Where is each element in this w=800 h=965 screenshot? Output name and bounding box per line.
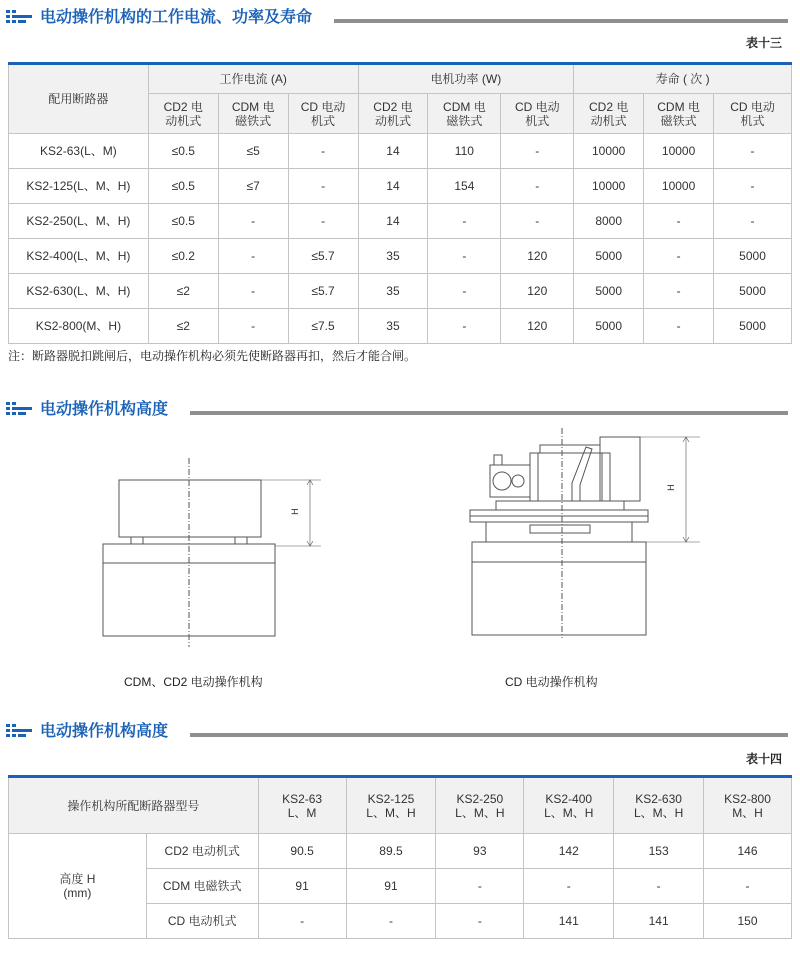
value-cell: 8000 — [574, 204, 644, 239]
subheader: CDM 电 磁铁式 — [644, 94, 714, 134]
model-header: 操作机构所配断路器型号 — [9, 777, 259, 834]
value-cell: - — [524, 869, 614, 904]
subheader: CDM 电 磁铁式 — [218, 94, 288, 134]
height-row-label: 高度 H (mm) — [9, 834, 147, 939]
group-header-life: 寿命 ( 次 ) — [574, 64, 792, 94]
value-cell: 142 — [524, 834, 614, 869]
breaker-model-cell: KS2-63(L、M) — [9, 134, 149, 169]
value-cell: - — [258, 904, 346, 939]
breaker-model-cell: KS2-800(M、H) — [9, 309, 149, 344]
value-cell: - — [644, 204, 714, 239]
value-cell: 10000 — [574, 169, 644, 204]
section-bullet-icon — [6, 723, 32, 741]
value-cell: - — [501, 169, 574, 204]
value-cell: 14 — [358, 204, 428, 239]
value-cell: 10000 — [644, 134, 714, 169]
subheader: CD2 电 动机式 — [574, 94, 644, 134]
value-cell: - — [288, 169, 358, 204]
table-row — [9, 204, 792, 239]
value-cell: - — [428, 309, 501, 344]
value-cell: - — [714, 134, 792, 169]
table-row — [9, 239, 792, 274]
value-cell: 91 — [346, 869, 436, 904]
table-label: 表十四 — [745, 752, 782, 766]
value-cell: - — [428, 204, 501, 239]
dim-label-h: H — [291, 508, 301, 515]
value-cell: ≤0.5 — [148, 169, 218, 204]
value-cell: 10000 — [574, 134, 644, 169]
value-cell: 35 — [358, 309, 428, 344]
height-table — [8, 775, 792, 939]
value-cell: ≤0.5 — [148, 204, 218, 239]
value-cell: 5000 — [714, 274, 792, 309]
breaker-model-cell: KS2-400(L、M、H) — [9, 239, 149, 274]
section-rule — [190, 411, 788, 415]
value-cell: 35 — [358, 274, 428, 309]
section-bullet-icon — [6, 9, 32, 27]
value-cell: 141 — [524, 904, 614, 939]
value-cell: 120 — [501, 309, 574, 344]
value-cell: 110 — [428, 134, 501, 169]
breaker-model-cell: KS2-250(L、M、H) — [9, 204, 149, 239]
value-cell: 153 — [614, 834, 704, 869]
model-column-header: KS2-250 L、M、H — [436, 777, 524, 834]
value-cell: - — [218, 239, 288, 274]
value-cell: 5000 — [714, 239, 792, 274]
current-power-life-table — [8, 62, 792, 344]
value-cell: 91 — [258, 869, 346, 904]
table-label: 表十三 — [745, 36, 782, 50]
subheader: CD 电动 机式 — [501, 94, 574, 134]
table-row — [9, 309, 792, 344]
model-column-header: KS2-630 L、M、H — [614, 777, 704, 834]
value-cell: - — [218, 309, 288, 344]
value-cell: - — [714, 204, 792, 239]
value-cell: 89.5 — [346, 834, 436, 869]
cd-mechanism-drawing — [460, 425, 710, 640]
table-row — [9, 134, 792, 169]
section-rule — [190, 733, 788, 737]
value-cell: - — [714, 169, 792, 204]
value-cell: - — [501, 134, 574, 169]
section-bullet-icon — [6, 401, 32, 419]
value-cell: 5000 — [714, 309, 792, 344]
value-cell: 93 — [436, 834, 524, 869]
value-cell: - — [436, 904, 524, 939]
model-column-header: KS2-800 M、H — [704, 777, 792, 834]
value-cell: - — [288, 204, 358, 239]
value-cell: - — [428, 239, 501, 274]
value-cell: ≤7.5 — [288, 309, 358, 344]
value-cell: 120 — [501, 274, 574, 309]
dim-label-h: H — [667, 484, 677, 491]
section-rule — [334, 19, 788, 23]
value-cell: 141 — [614, 904, 704, 939]
value-cell: - — [501, 204, 574, 239]
model-column-header: KS2-63 L、M — [258, 777, 346, 834]
value-cell: - — [346, 904, 436, 939]
section-header-height-table — [0, 720, 800, 744]
section-header-height-drawings — [0, 398, 800, 422]
subheader: CD2 电 动机式 — [358, 94, 428, 134]
value-cell: - — [644, 274, 714, 309]
value-cell: 120 — [501, 239, 574, 274]
value-cell: - — [428, 274, 501, 309]
value-cell: - — [644, 239, 714, 274]
table-note: 注：断路器脱扣跳闸后，电动操作机构必须先使断路器再扣，然后才能合闸。 — [8, 349, 417, 363]
value-cell: - — [288, 134, 358, 169]
group-header-power: 电机功率 (W) — [358, 64, 574, 94]
subheader: CD2 电 动机式 — [148, 94, 218, 134]
mechanism-type-cell: CD 电动机式 — [146, 904, 258, 939]
value-cell: 35 — [358, 239, 428, 274]
value-cell: ≤5.7 — [288, 239, 358, 274]
value-cell: 10000 — [644, 169, 714, 204]
value-cell: 5000 — [574, 309, 644, 344]
value-cell: - — [614, 869, 704, 904]
table-row — [9, 274, 792, 309]
value-cell: 90.5 — [258, 834, 346, 869]
value-cell: 146 — [704, 834, 792, 869]
subheader: CDM 电 磁铁式 — [428, 94, 501, 134]
value-cell: - — [218, 204, 288, 239]
value-cell: - — [436, 869, 524, 904]
table-row — [9, 169, 792, 204]
value-cell: 5000 — [574, 239, 644, 274]
value-cell: 154 — [428, 169, 501, 204]
value-cell: 5000 — [574, 274, 644, 309]
breaker-header: 配用断路器 — [9, 64, 149, 134]
caption-cdm-cd2: CDM、CD2 电动操作机构 — [124, 675, 263, 689]
section-title: 电动操作机构的工作电流、功率及寿命 — [40, 7, 313, 26]
value-cell: ≤5 — [218, 134, 288, 169]
value-cell: - — [704, 869, 792, 904]
breaker-model-cell: KS2-125(L、M、H) — [9, 169, 149, 204]
breaker-model-cell: KS2-630(L、M、H) — [9, 274, 149, 309]
value-cell: ≤7 — [218, 169, 288, 204]
section-header-current-power-life — [0, 6, 800, 30]
subheader: CD 电动 机式 — [714, 94, 792, 134]
cdm-cd2-mechanism-drawing — [95, 455, 335, 650]
value-cell: ≤0.5 — [148, 134, 218, 169]
value-cell: 14 — [358, 169, 428, 204]
group-header-current: 工作电流 (A) — [148, 64, 358, 94]
section-title: 电动操作机构高度 — [40, 399, 169, 418]
mechanism-type-cell: CDM 电磁铁式 — [146, 869, 258, 904]
value-cell: 14 — [358, 134, 428, 169]
value-cell: ≤0.2 — [148, 239, 218, 274]
value-cell: ≤5.7 — [288, 274, 358, 309]
caption-cd: CD 电动操作机构 — [505, 675, 598, 689]
value-cell: - — [218, 274, 288, 309]
subheader: CD 电动 机式 — [288, 94, 358, 134]
value-cell: 150 — [704, 904, 792, 939]
section-title: 电动操作机构高度 — [40, 721, 169, 740]
table-row — [9, 834, 792, 869]
value-cell: - — [644, 309, 714, 344]
value-cell: ≤2 — [148, 274, 218, 309]
model-column-header: KS2-400 L、M、H — [524, 777, 614, 834]
value-cell: ≤2 — [148, 309, 218, 344]
mechanism-type-cell: CD2 电动机式 — [146, 834, 258, 869]
model-column-header: KS2-125 L、M、H — [346, 777, 436, 834]
